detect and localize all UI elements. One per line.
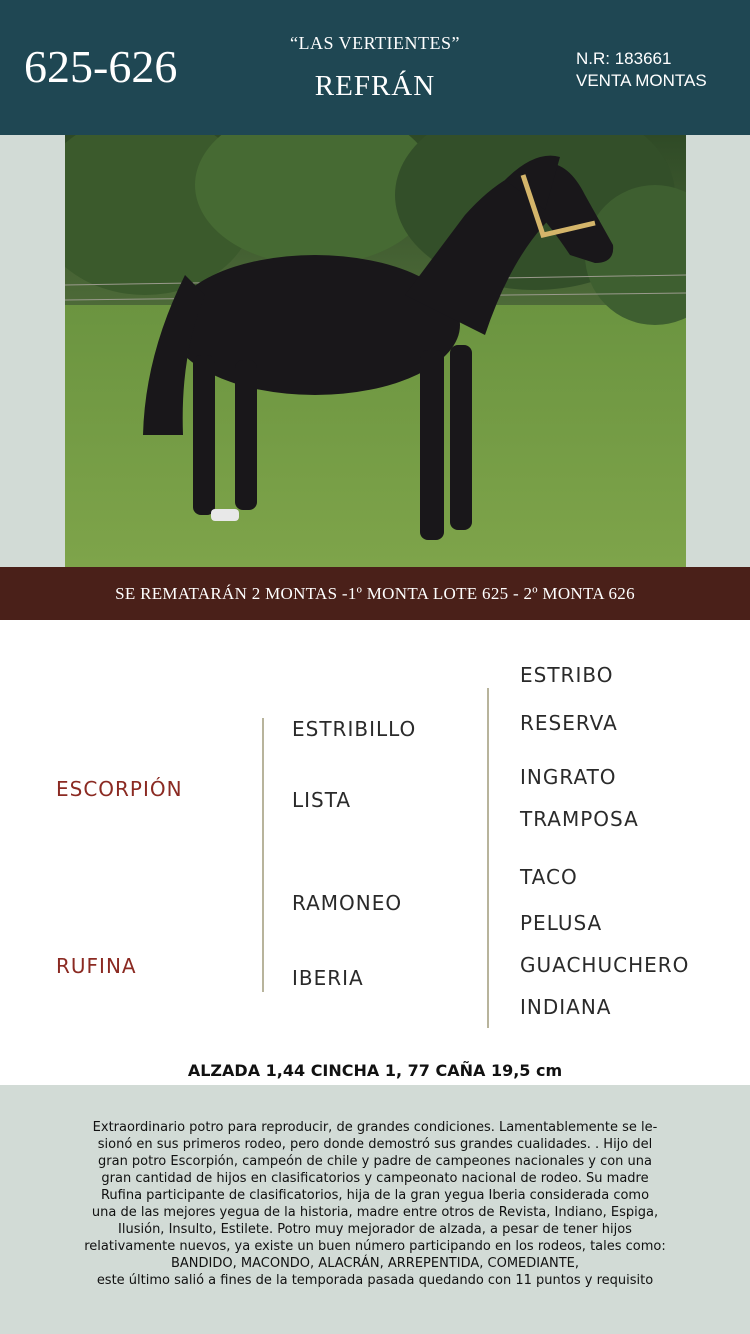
description xyxy=(40,1119,710,1289)
farm-name: “LAS VERTIENTES” xyxy=(289,33,461,53)
sire-dam-name: LISTA xyxy=(292,788,352,812)
sire-name: ESCORPIÓN xyxy=(56,777,183,801)
description-line: Ilusión, Insulto, Estilete. Potro muy mejorador de alzada, a pesar de tener hijos xyxy=(118,1222,632,1237)
header xyxy=(0,0,750,135)
photo-band xyxy=(0,135,750,567)
dam-sire-name: RAMONEO xyxy=(292,891,403,915)
description-line: Extraordinario potro para reproducir, de grandes condiciones. Lamentablemente se le- xyxy=(92,1120,658,1135)
horse-photo xyxy=(65,135,686,567)
description-line: gran potro Escorpión, campeón de chile y padre de campeones nacionales y con una xyxy=(98,1154,652,1169)
description-line: una de las mejores yegua de la historia, madre entre otros de Revista, Indiano, Espiga, xyxy=(91,1205,659,1220)
description-band xyxy=(0,1085,750,1334)
great-grandparent-name: INGRATO xyxy=(520,765,617,789)
registry-info xyxy=(576,48,707,92)
great-grandparent-name: TRAMPOSA xyxy=(520,807,639,831)
registry-number: N.R: 183661 xyxy=(576,49,672,68)
sire-sire-name: ESTRIBILLO xyxy=(292,717,417,741)
description-line: este último salió a fines de la temporada pasada quedando con 11 puntos y requisito xyxy=(96,1273,654,1288)
great-grandparent-name: GUACHUCHERO xyxy=(520,953,690,977)
sale-type: VENTA MONTAS xyxy=(576,71,707,90)
pedigree-divider xyxy=(487,688,489,1028)
great-grandparent-name: PELUSA xyxy=(520,911,603,935)
great-grandparent-name: INDIANA xyxy=(520,995,612,1019)
pedigree-divider xyxy=(262,718,264,992)
description-line: BANDIDO, MACONDO, ALACRÁN, ARREPENTIDA, COMEDIANTE, xyxy=(170,1256,580,1271)
horse-name: REFRÁN xyxy=(314,70,436,102)
great-grandparent-name: ESTRIBO xyxy=(520,663,614,687)
description-line: sionó en sus primeros rodeo, pero donde demostró sus grandes cualidades. . Hijo del xyxy=(97,1137,653,1152)
description-line: Rufina participante de clasificatorios, hija de la gran yegua Iberia considerada como xyxy=(100,1188,650,1203)
description-line: gran cantidad de hijos en clasificatorios y campeonato nacional de rodeo. Su madre xyxy=(101,1171,649,1186)
great-grandparent-name: TACO xyxy=(520,865,578,889)
auction-banner: SE REMATARÁN 2 MONTAS -1º MONTA LOTE 625 - 2º MONTA 626 xyxy=(0,567,750,620)
lot-number: 625-626 xyxy=(24,41,178,92)
measurements: ALZADA 1,44 CINCHA 1, 77 CAÑA 19,5 cm xyxy=(187,1061,563,1080)
great-grandparent-name: RESERVA xyxy=(520,711,618,735)
dam-name: RUFINA xyxy=(56,954,137,978)
dam-dam-name: IBERIA xyxy=(292,966,364,990)
description-line: relativamente nuevos, ya existe un buen número participando en los rodeos, tales como: xyxy=(84,1239,666,1254)
